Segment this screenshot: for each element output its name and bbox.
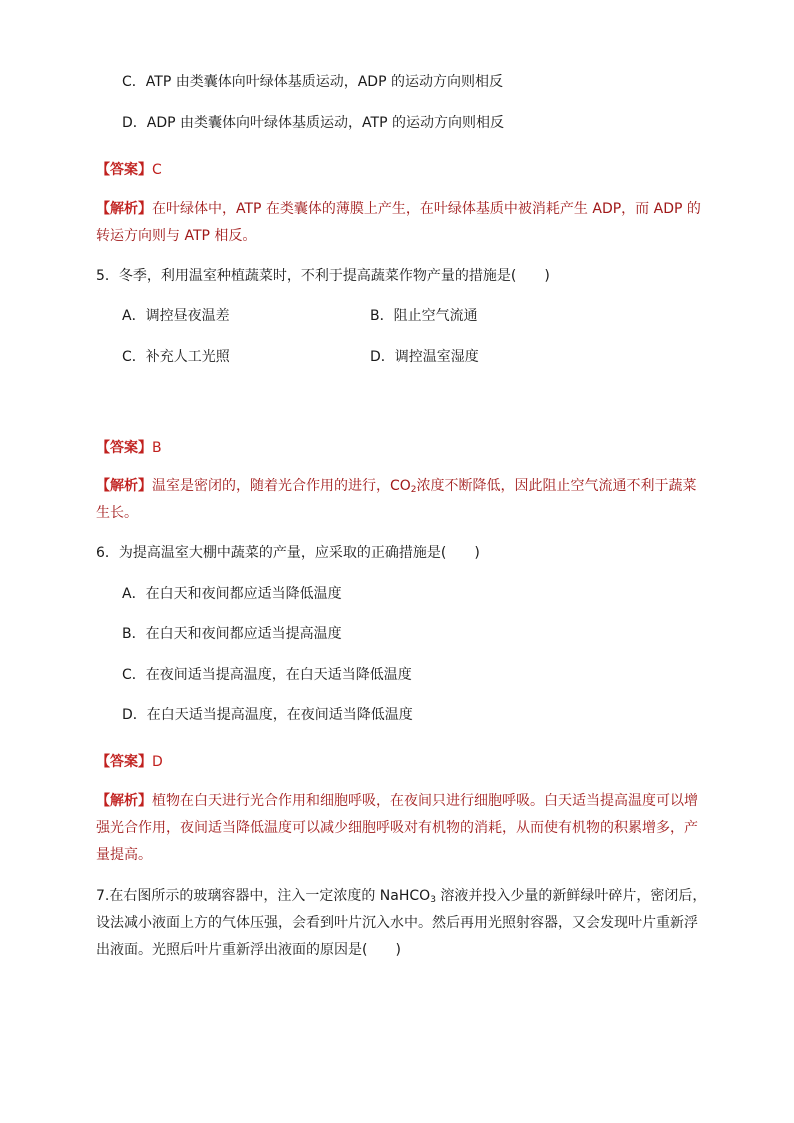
subscript-3: 3: [430, 895, 436, 905]
answer-value: B: [152, 440, 162, 456]
analysis-tag: 【解析】: [96, 201, 152, 217]
q4-option-c: C．ATP 由类囊体向叶绿体基质运动，ADP 的运动方向则相反: [122, 74, 503, 90]
q4-option-d: D．ADP 由类囊体向叶绿体基质运动，ATP 的运动方向则相反: [122, 115, 504, 131]
q7-stem-line-2: 设法减小液面上方的气体压强，会看到叶片沉入水中。然后再用光照射容器，又会发现叶片重新浮: [96, 915, 698, 931]
q5-analysis-line-2: 生长。: [96, 505, 138, 521]
q4-analysis-line-2: 转运方向则与 ATP 相反。: [96, 228, 257, 244]
q5-option-d: D．调控温室湿度: [370, 349, 479, 365]
analysis-text-a: 温室是密闭的，随着光合作用的进行，CO: [152, 478, 411, 494]
q4-answer: [96, 160, 162, 180]
q7-stem-line-1: [96, 886, 706, 906]
q5-analysis-line-1: [96, 476, 697, 496]
q7-text-a: 7.在右图所示的玻璃容器中，注入一定浓度的 NaHCO: [96, 888, 431, 904]
q6-option-c: C．在夜间适当提高温度，在白天适当降低温度: [122, 667, 412, 683]
q6-analysis-line-2: 强光合作用，夜间适当降低温度可以减少细胞呼吸对有机物的消耗，从而使有机物的积累增多，产: [96, 820, 698, 836]
q5-option-a: A．调控昼夜温差: [122, 308, 230, 324]
q5-option-b: B．阻止空气流通: [370, 308, 478, 324]
q4-analysis-line-1: [96, 199, 701, 219]
answer-tag: 【答案】: [96, 440, 152, 456]
q5-option-c: C．补充人工光照: [122, 349, 230, 365]
q7-text-b: 溶液并投入少量的新鲜绿叶碎片，密闭后，: [435, 888, 707, 904]
q5-answer: [96, 438, 162, 458]
q5-stem: 5．冬季，利用温室种植蔬菜时，不利于提高蔬菜作物产量的措施是( ): [96, 268, 550, 284]
q6-analysis-line-3: 量提高。: [96, 847, 152, 863]
q6-stem: 6．为提高温室大棚中蔬菜的产量，应采取的正确措施是( ): [96, 545, 480, 561]
subscript-2: 2: [410, 485, 417, 495]
q6-answer: [96, 752, 163, 772]
answer-value: D: [152, 754, 163, 770]
q6-option-a: A．在白天和夜间都应适当降低温度: [122, 586, 342, 602]
analysis-text-b: 浓度不断降低，因此阻止空气流通不利于蔬菜: [416, 478, 697, 494]
q6-option-b: B．在白天和夜间都应适当提高温度: [122, 626, 342, 642]
q6-option-d: D．在白天适当提高温度，在夜间适当降低温度: [122, 707, 413, 723]
analysis-tag: 【解析】: [96, 793, 152, 809]
analysis-text: 植物在白天进行光合作用和细胞呼吸，在夜间只进行细胞呼吸。白天适当提高温度可以增: [152, 793, 698, 809]
answer-value: C: [152, 162, 162, 178]
answer-tag: 【答案】: [96, 162, 152, 178]
analysis-text: 在叶绿体中，ATP 在类囊体的薄膜上产生，在叶绿体基质中被消耗产生 ADP，而 ADP 的: [152, 201, 701, 217]
q7-stem-line-3: 出液面。光照后叶片重新浮出液面的原因是( ): [96, 942, 401, 958]
q6-analysis-line-1: [96, 791, 698, 811]
answer-tag: 【答案】: [96, 754, 152, 770]
analysis-tag: 【解析】: [96, 478, 152, 494]
